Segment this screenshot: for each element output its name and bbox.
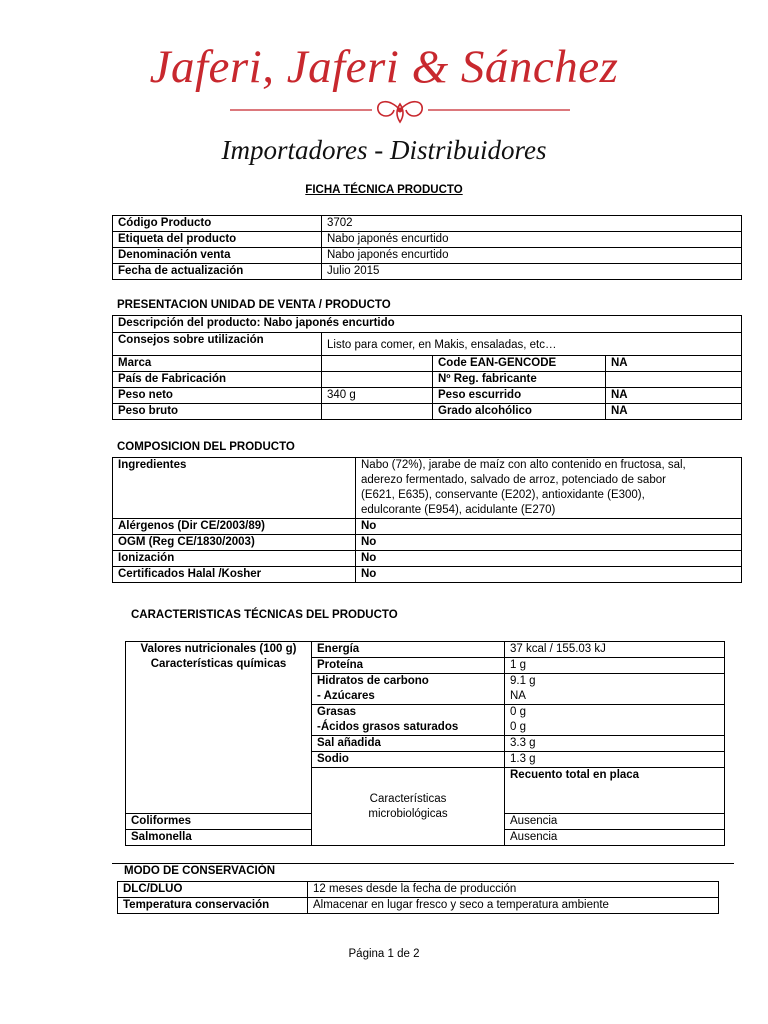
cell-label: Peso escurrido xyxy=(433,388,606,404)
cell-value: Julio 2015 xyxy=(322,264,742,280)
ingredients-line: edulcorante (E954), acidulante (E270) xyxy=(361,504,556,516)
cell-value: 3702 xyxy=(322,216,742,232)
cell-value: Nabo japonés encurtido xyxy=(322,248,742,264)
cell-value: 340 g xyxy=(322,388,433,404)
table-row xyxy=(113,216,742,232)
value-line: 0 g xyxy=(510,721,526,733)
cell-label: Proteína xyxy=(312,658,505,674)
table-row xyxy=(126,642,725,658)
table-row xyxy=(113,372,742,388)
section-heading-conservation: MODO DE CONSERVACIÓN xyxy=(124,865,276,877)
nutrition-label-line: Características químicas xyxy=(150,658,287,670)
cell-label: Ingredientes xyxy=(113,458,356,519)
cell-label: Salmonella xyxy=(126,830,312,846)
cell-value: 12 meses desde la fecha de producción xyxy=(308,882,719,898)
composition-table xyxy=(112,457,742,583)
cell-label: DLC/DLUO xyxy=(118,882,308,898)
cell-label: Denominación venta xyxy=(113,248,322,264)
table-row xyxy=(113,356,742,372)
cell-label: Energía xyxy=(312,642,505,658)
micro-label-line: microbiológicas xyxy=(368,807,448,820)
table-row xyxy=(118,898,719,914)
product-description: Descripción del producto: Nabo japonés encurtido xyxy=(113,316,742,333)
cell-value: No xyxy=(356,535,742,551)
brand-logo: Jaferi, Jaferi & Sánchez xyxy=(149,41,619,93)
cell-value xyxy=(505,705,725,736)
nutrition-group-label xyxy=(126,642,312,814)
table-row xyxy=(113,519,742,535)
cell-label: Código Producto xyxy=(113,216,322,232)
cell-value: 3.3 g xyxy=(505,736,725,752)
cell-label: Code EAN-GENCODE xyxy=(433,356,606,372)
table-row xyxy=(113,567,742,583)
cell-value xyxy=(606,372,742,388)
table-row xyxy=(113,388,742,404)
section-heading-presentation: PRESENTACION UNIDAD DE VENTA / PRODUCTO xyxy=(117,299,391,311)
table-row xyxy=(113,264,742,280)
cell-value: No xyxy=(356,567,742,583)
cell-label: Sal añadida xyxy=(312,736,505,752)
cell-label: Sodio xyxy=(312,752,505,768)
label-line: Hidratos de carbono xyxy=(317,675,429,687)
document-title: FICHA TÉCNICA PRODUCTO xyxy=(305,184,463,196)
cell-value: Nabo japonés encurtido xyxy=(322,232,742,248)
cell-value: NA xyxy=(606,356,742,372)
table-row xyxy=(113,458,742,519)
table-row xyxy=(113,333,742,356)
ingredients-line: Nabo (72%), jarabe de maíz con alto contenido en fructosa, sal, xyxy=(361,459,686,471)
cell-value: Almacenar en lugar fresco y seco a temperatura ambiente xyxy=(308,898,719,914)
table-row xyxy=(113,232,742,248)
table-row xyxy=(113,535,742,551)
cell-label: Peso bruto xyxy=(113,404,322,420)
cell-label: Fecha de actualización xyxy=(113,264,322,280)
label-line: Grasas xyxy=(317,706,357,718)
cell-label: Temperatura conservación xyxy=(118,898,308,914)
cell-value: NA xyxy=(606,388,742,404)
cell-label xyxy=(312,674,505,705)
tagline: Importadores - Distribuidores xyxy=(221,135,547,165)
table-row xyxy=(113,404,742,420)
table-row xyxy=(113,551,742,567)
cell-label: Etiqueta del producto xyxy=(113,232,322,248)
cell-label: OGM (Reg CE/1830/2003) xyxy=(113,535,356,551)
value-line: 9.1 g xyxy=(510,675,536,687)
section-heading-technical: CARACTERISTICAS TÉCNICAS DEL PRODUCTO xyxy=(131,609,398,621)
cell-value: Listo para comer, en Makis, ensaladas, etc… xyxy=(322,333,742,356)
ingredients-line: (E621, E635), conservante (E202), antioxidante (E300), xyxy=(361,489,645,501)
cell-label: Alérgenos (Dir CE/2003/89) xyxy=(113,519,356,535)
flourish-ornament-icon xyxy=(200,96,600,124)
cell-value xyxy=(505,674,725,705)
ingredients-value xyxy=(356,458,742,519)
table-row xyxy=(118,882,719,898)
presentation-table xyxy=(112,315,742,420)
micro-group-label xyxy=(312,768,505,846)
nutrition-label-line: Valores nutricionales (100 g) xyxy=(140,643,297,655)
cell-label: Certificados Halal /Kosher xyxy=(113,567,356,583)
table-row xyxy=(113,248,742,264)
label-line: -Ácidos grasos saturados xyxy=(317,721,459,733)
cell-value: 1 g xyxy=(505,658,725,674)
section-heading-composition: COMPOSICION DEL PRODUCTO xyxy=(117,441,295,453)
cell-label: Nº Reg. fabricante xyxy=(433,372,606,388)
cell-value: NA xyxy=(606,404,742,420)
cell-value: No xyxy=(356,551,742,567)
cell-label: País de Fabricación xyxy=(113,372,322,388)
cell-value: 1.3 g xyxy=(505,752,725,768)
micro-label-line: Características xyxy=(369,792,447,805)
cell-value xyxy=(322,404,433,420)
cell-label: Coliformes xyxy=(126,814,312,830)
product-info-table xyxy=(112,215,742,280)
cell-value: Ausencia xyxy=(505,814,725,830)
cell-label xyxy=(312,705,505,736)
value-line: NA xyxy=(510,690,526,702)
cell-label: Peso neto xyxy=(113,388,322,404)
cell-label: Marca xyxy=(113,356,322,372)
cell-label: Grado alcohólico xyxy=(433,404,606,420)
value-line: 0 g xyxy=(510,706,526,718)
cell-value xyxy=(322,372,433,388)
cell-value: No xyxy=(356,519,742,535)
nutrition-table xyxy=(125,641,725,846)
conservation-table xyxy=(117,881,719,914)
label-line: - Azúcares xyxy=(317,690,375,702)
cell-value xyxy=(322,356,433,372)
ingredients-line: aderezo fermentado, salvado de arroz, potenciado de sabor xyxy=(361,474,666,486)
cell-value: Ausencia xyxy=(505,830,725,846)
cell-label: Recuento total en placa xyxy=(505,768,725,814)
cell-label: Ionización xyxy=(113,551,356,567)
divider xyxy=(112,863,734,864)
page-number: Página 1 de 2 xyxy=(348,948,420,960)
cell-value: 37 kcal / 155.03 kJ xyxy=(505,642,725,658)
table-row xyxy=(113,316,742,333)
cell-label: Consejos sobre utilización xyxy=(113,333,322,356)
